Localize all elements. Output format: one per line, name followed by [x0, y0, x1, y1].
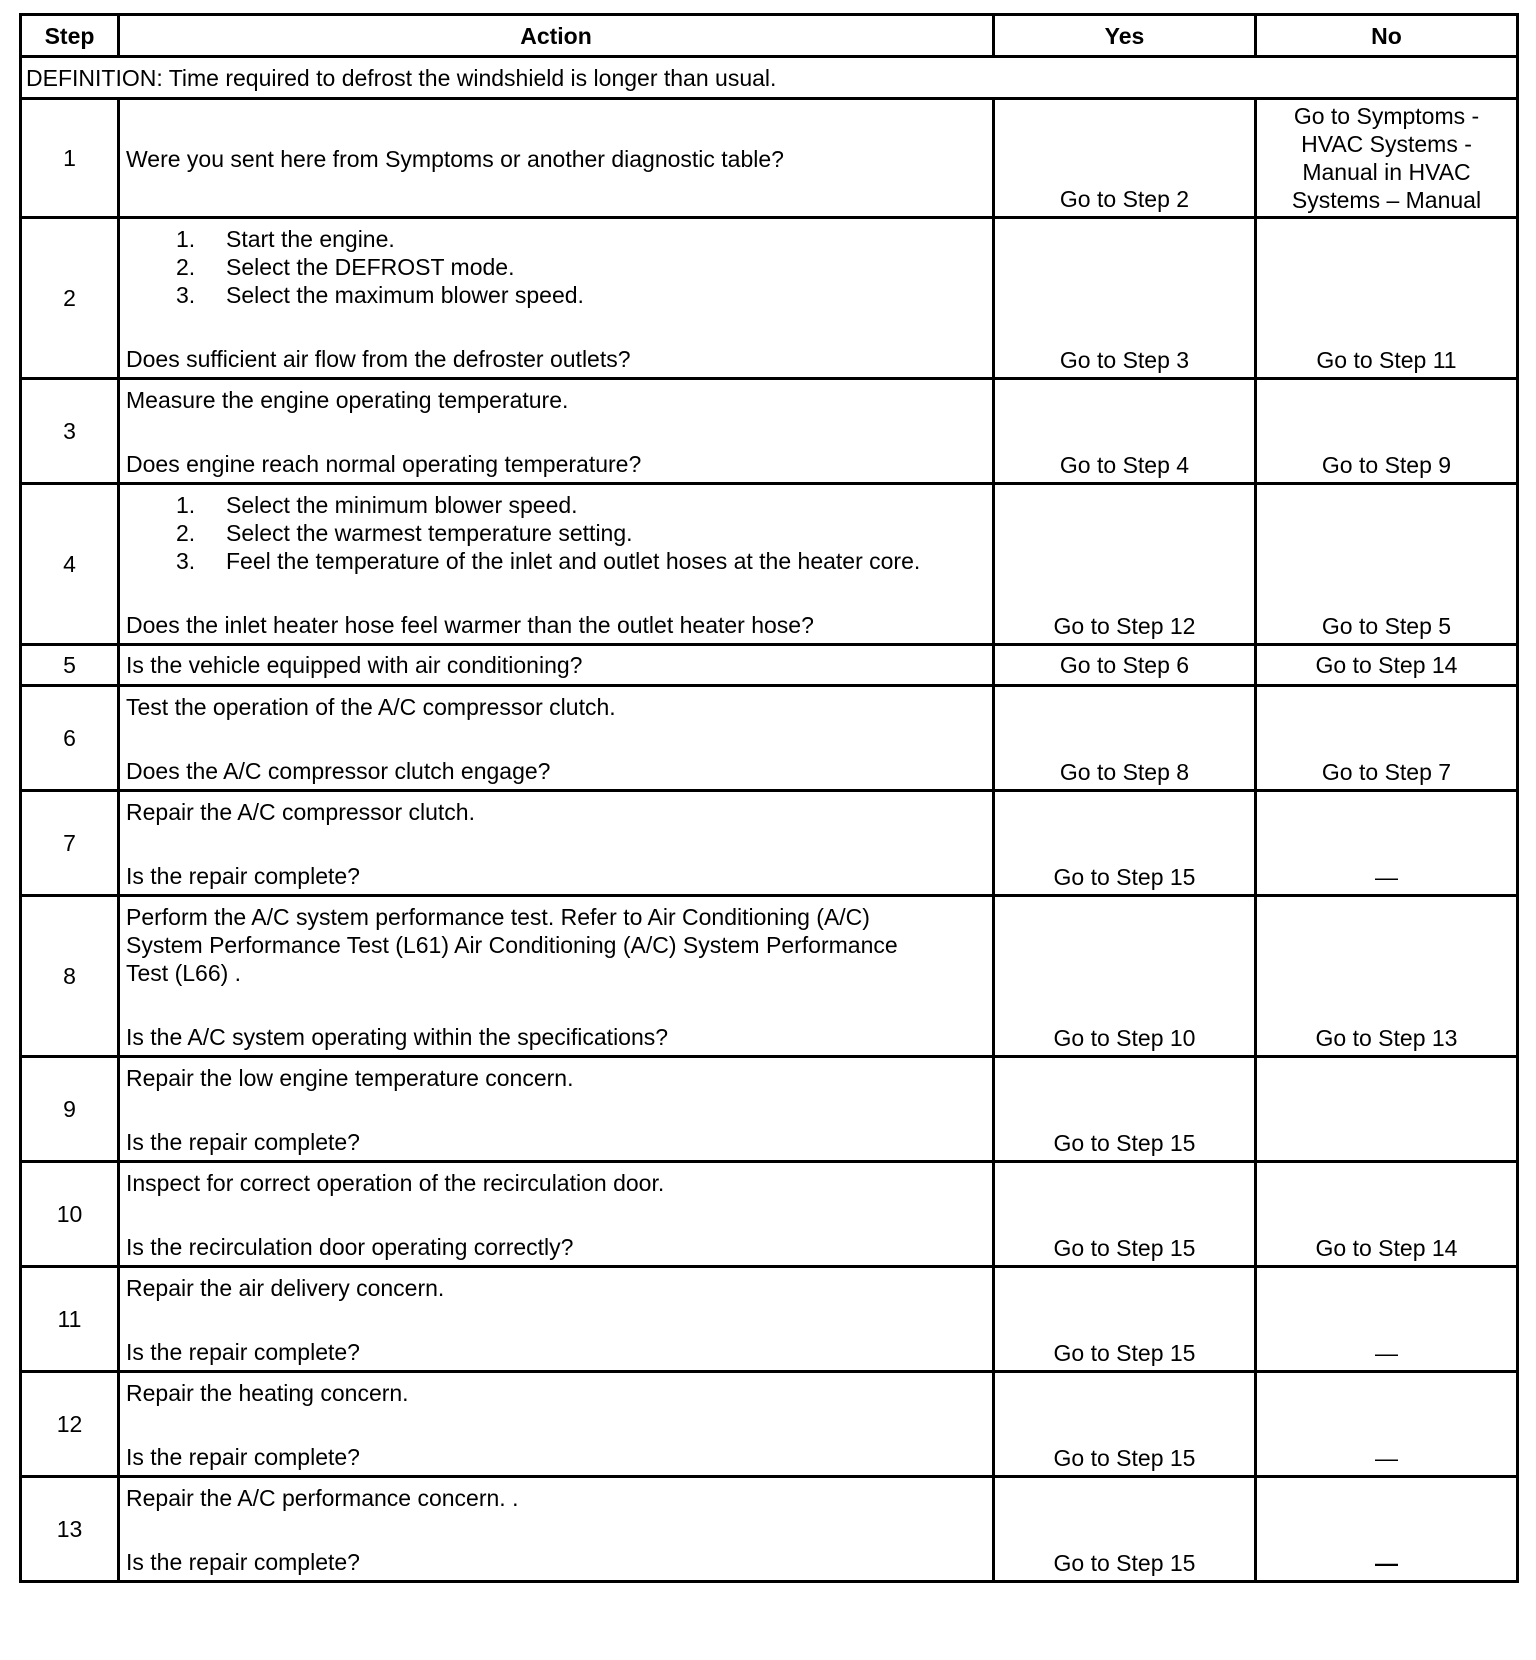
no-cell: Go to Step 14 — [1256, 645, 1518, 686]
step-number: 2 — [21, 218, 119, 379]
step-number: 10 — [21, 1162, 119, 1267]
action-cell — [119, 896, 994, 1057]
no-cell — [1256, 1057, 1518, 1162]
action-cell — [119, 791, 994, 896]
table-row — [21, 645, 1518, 686]
action-cell — [119, 645, 994, 686]
yes-cell: Go to Step 15 — [994, 1477, 1256, 1582]
table-row — [21, 791, 1518, 896]
no-line: Manual in HVAC — [1302, 159, 1471, 185]
procedure-list — [126, 225, 986, 309]
no-cell: — — [1256, 1372, 1518, 1477]
no-cell — [1256, 99, 1518, 218]
action-cell — [119, 1477, 994, 1582]
table-row — [21, 379, 1518, 484]
step-number: 8 — [21, 896, 119, 1057]
no-line: HVAC Systems - — [1301, 131, 1472, 157]
procedure-step: 3. Feel the temperature of the inlet and outlet hoses at the heater core. — [176, 548, 921, 574]
question-text: Does sufficient air flow from the defroster outlets? — [126, 346, 631, 372]
yes-cell: Go to Step 8 — [994, 686, 1256, 791]
header-row — [21, 15, 1518, 57]
header-yes: Yes — [994, 15, 1256, 57]
yes-cell: Go to Step 2 — [994, 99, 1256, 218]
action-text: Is the vehicle equipped with air conditioning? — [126, 652, 583, 678]
table-row — [21, 484, 1518, 645]
action-cell — [119, 218, 994, 379]
question-text: Is the repair complete? — [126, 1549, 360, 1575]
action-text: Inspect for correct operation of the recirculation door. — [126, 1170, 665, 1196]
question-text: Is the repair complete? — [126, 863, 360, 889]
action-cell — [119, 686, 994, 791]
procedure-step: 3. Select the maximum blower speed. — [176, 282, 584, 308]
question-text: Is the repair complete? — [126, 1129, 360, 1155]
procedure-step: 2. Select the warmest temperature setting. — [176, 520, 633, 546]
question-text: Does engine reach normal operating temperature? — [126, 451, 642, 477]
yes-cell: Go to Step 15 — [994, 791, 1256, 896]
question-text: Is the repair complete? — [126, 1444, 360, 1470]
action-text: Repair the heating concern. — [126, 1380, 409, 1406]
action-line: Test (L66) . — [126, 960, 242, 986]
action-text: Repair the A/C compressor clutch. — [126, 799, 475, 825]
no-cell: Go to Step 14 — [1256, 1162, 1518, 1267]
definition-text: DEFINITION: Time required to defrost the windshield is longer than usual. — [21, 57, 1518, 99]
yes-cell: Go to Step 15 — [994, 1162, 1256, 1267]
action-text: Measure the engine operating temperature. — [126, 387, 569, 413]
no-cell: Go to Step 9 — [1256, 379, 1518, 484]
header-action: Action — [119, 15, 994, 57]
action-line: System Performance Test (L61) Air Conditioning (A/C) System Performance — [126, 932, 898, 958]
table-row — [21, 99, 1518, 218]
action-cell — [119, 379, 994, 484]
step-number: 13 — [21, 1477, 119, 1582]
table-row — [21, 686, 1518, 791]
action-cell — [119, 1372, 994, 1477]
question-text: Does the A/C compressor clutch engage? — [126, 758, 551, 784]
definition-row — [21, 57, 1518, 99]
action-cell — [119, 484, 994, 645]
no-line: Go to Symptoms - — [1293, 103, 1480, 129]
question-text: Does the inlet heater hose feel warmer than the outlet heater hose? — [126, 612, 814, 638]
step-number: 5 — [21, 645, 119, 686]
yes-cell: Go to Step 3 — [994, 218, 1256, 379]
header-step: Step — [21, 15, 119, 57]
action-cell — [119, 1162, 994, 1267]
no-cell: Go to Step 5 — [1256, 484, 1518, 645]
table-row — [21, 1477, 1518, 1582]
action-text: Were you sent here from Symptoms or another diagnostic table? — [126, 146, 784, 172]
procedure-list — [126, 491, 986, 575]
no-cell: Go to Step 13 — [1256, 896, 1518, 1057]
action-cell — [119, 99, 994, 218]
action-text: Repair the A/C performance concern. . — [126, 1485, 519, 1511]
yes-cell: Go to Step 15 — [994, 1057, 1256, 1162]
table-row — [21, 1162, 1518, 1267]
yes-cell: Go to Step 12 — [994, 484, 1256, 645]
header-no: No — [1256, 15, 1518, 57]
step-number: 3 — [21, 379, 119, 484]
action-text: Test the operation of the A/C compressor clutch. — [126, 694, 616, 720]
no-cell: — — [1256, 791, 1518, 896]
question-text: Is the recirculation door operating correctly? — [126, 1234, 574, 1260]
no-cell: Go to Step 7 — [1256, 686, 1518, 791]
question-text: Is the A/C system operating within the specifications? — [126, 1024, 669, 1050]
action-text: Repair the air delivery concern. — [126, 1275, 445, 1301]
step-number: 11 — [21, 1267, 119, 1372]
action-line: Perform the A/C system performance test. Refer to Air Conditioning (A/C) — [126, 904, 870, 930]
table-row — [21, 1267, 1518, 1372]
diagnostic-table — [19, 13, 1519, 1583]
step-number: 6 — [21, 686, 119, 791]
yes-cell: Go to Step 6 — [994, 645, 1256, 686]
procedure-step: 2. Select the DEFROST mode. — [176, 254, 515, 280]
yes-cell: Go to Step 10 — [994, 896, 1256, 1057]
step-number: 9 — [21, 1057, 119, 1162]
step-number: 4 — [21, 484, 119, 645]
table-row — [21, 896, 1518, 1057]
table-row — [21, 1057, 1518, 1162]
yes-cell: Go to Step 4 — [994, 379, 1256, 484]
procedure-step: 1. Start the engine. — [176, 226, 395, 252]
table-row — [21, 1372, 1518, 1477]
yes-cell: Go to Step 15 — [994, 1372, 1256, 1477]
no-cell: — — [1256, 1267, 1518, 1372]
procedure-step: 1. Select the minimum blower speed. — [176, 492, 578, 518]
action-cell — [119, 1267, 994, 1372]
question-text: Is the repair complete? — [126, 1339, 360, 1365]
yes-cell: Go to Step 15 — [994, 1267, 1256, 1372]
step-number: 12 — [21, 1372, 119, 1477]
no-cell: — — [1256, 1477, 1518, 1582]
action-cell — [119, 1057, 994, 1162]
action-text: Repair the low engine temperature concern. — [126, 1065, 574, 1091]
table-row — [21, 218, 1518, 379]
no-line: Systems – Manual — [1291, 187, 1482, 213]
step-number: 7 — [21, 791, 119, 896]
step-number: 1 — [21, 99, 119, 218]
no-cell: Go to Step 11 — [1256, 218, 1518, 379]
